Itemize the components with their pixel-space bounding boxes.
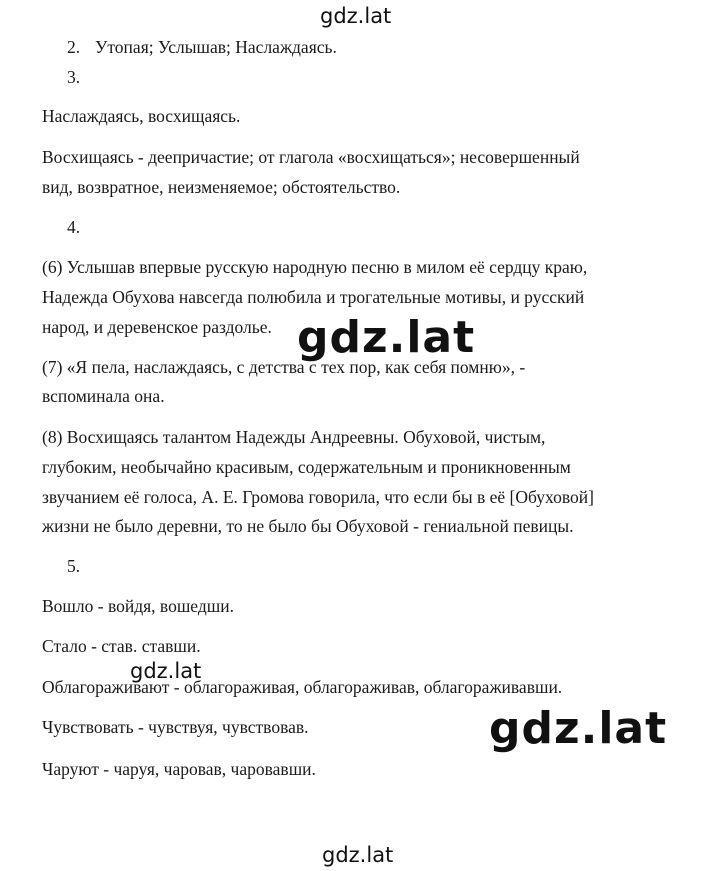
item-5-number: 5. [67,556,81,576]
watermark-right: gdz.lat [489,703,668,754]
item-4-s7-line-1: (7) «Я пела, наслаждаясь, с детства с тех пор, как себя помню», - [42,357,526,377]
item-4-s8-line-1: (8) Восхищаясь талантом Надежды Андреевны. Обуховой, чистым, [42,427,546,447]
item-5-line-4: Чувствовать - чувствуя, чувствовав. [42,717,309,737]
item-4-s6-line-1: (6) Услышав впервые русскую народную песню в милом её сердцу краю, [42,257,588,277]
item-3-number: 3. [67,67,81,87]
item-4-s8-line-3: звучанием её голоса, А. Е. Громова говорила, что если бы в её [Обуховой] [42,487,594,507]
item-4-s7-line-2: вспоминала она. [42,386,165,406]
watermark-center: gdz.lat [297,312,476,363]
item-5-line-3: Облагораживают - облагораживая, облагораживав, облагораживавши. [42,677,563,697]
item-2-number: 2. [67,37,81,57]
item-5-line-5: Чаруют - чаруя, чаровав, чаровавши. [42,759,316,779]
watermark-bottom: gdz.lat [322,843,394,867]
watermark-top: gdz.lat [320,4,392,28]
item-3-line-3: вид, возвратное, неизменяемое; обстоятельство. [42,177,401,197]
item-4-s6-line-2: Надежда Обухова навсегда полюбила и трогательные мотивы, и русский [42,287,585,307]
item-2-text: Утопая; Услышав; Наслаждаясь. [95,37,337,57]
item-4-number: 4. [67,217,81,237]
item-3-line-2: Восхищаясь - деепричастие; от глагола «восхищаться»; несовершенный [42,147,580,167]
item-4-s8-line-4: жизни не было деревни, то не было бы Обуховой - гениальной певицы. [42,516,574,536]
item-4-s8-line-2: глубоким, необычайно красивым, содержательным и проникновенным [42,457,571,477]
item-3-line-1: Наслаждаясь, восхищаясь. [42,106,241,126]
item-5-line-2: Стало - став. ставши. [42,636,201,656]
watermark-mid-left: gdz.lat [130,659,202,683]
item-5-line-1: Вошло - войдя, вошедши. [42,596,234,616]
item-4-s6-line-3: народ, и деревенское раздолье. [42,317,272,337]
